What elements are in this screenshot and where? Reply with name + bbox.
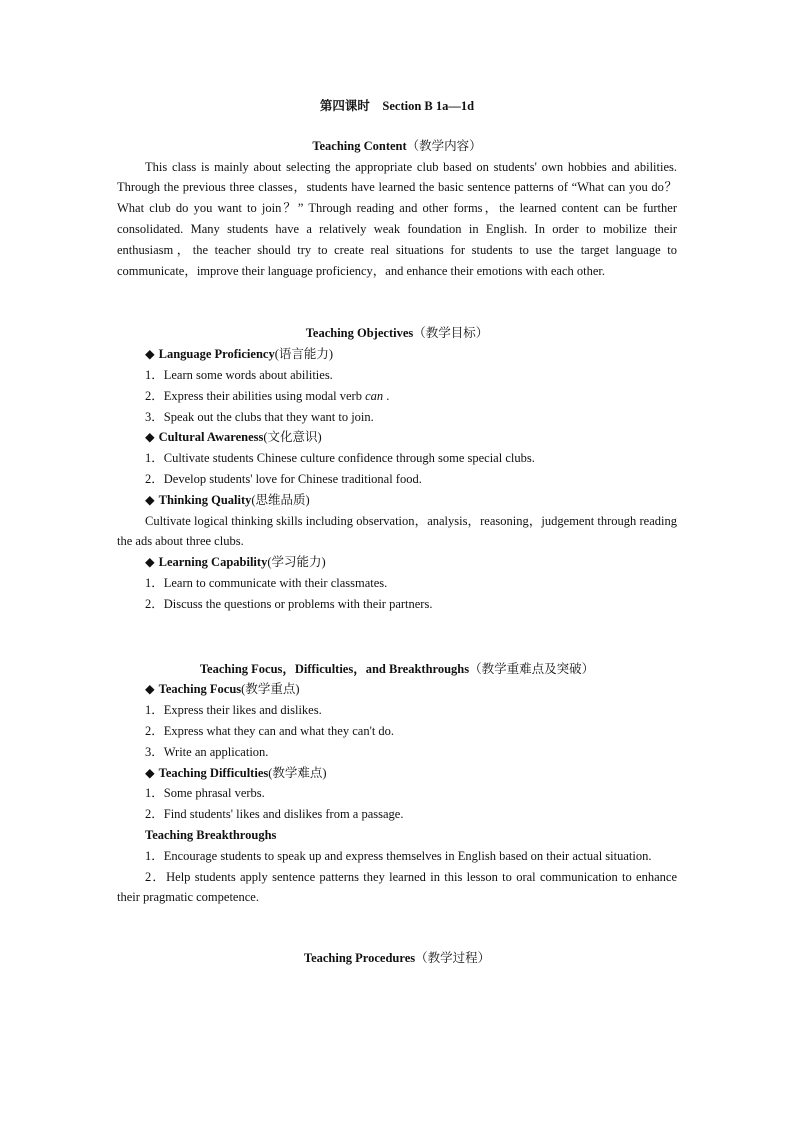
teaching-breakthroughs-title: Teaching Breakthroughs	[145, 827, 277, 842]
content-heading	[117, 136, 677, 157]
focus-title-cn: (教学重点)	[241, 682, 300, 697]
diamond-bullet-icon: ◆	[145, 492, 155, 507]
list-item: 1．Encourage students to speak up and express themselves in English based on their actual situation.	[145, 848, 652, 863]
cultural-title-cn: (文化意识)	[263, 430, 322, 445]
language-title: Language Proficiency	[158, 347, 275, 362]
difficulties-title-cn: (教学难点)	[268, 765, 327, 780]
spacer	[117, 615, 677, 659]
focus-heading-cn: （教学重难点及突破）	[469, 661, 595, 676]
list-item: 2．Help students apply sentence patterns they learned in this lesson to oral communication to enhance their pragmatic competence.	[117, 869, 677, 905]
diamond-bullet-icon: ◆	[145, 765, 155, 780]
focus-heading-en: Teaching Focus，Difficulties，and Breakthroughs	[199, 661, 470, 676]
focus-title: Teaching Focus	[158, 682, 242, 697]
list-item: 1．Learn to communicate with their classmates.	[145, 575, 388, 590]
list-item: 2．Find students' likes and dislikes from a passage.	[145, 807, 404, 822]
content-heading-cn: （教学内容）	[406, 138, 482, 153]
list-item: 1．Cultivate students Chinese culture confidence through some special clubs.	[145, 451, 535, 466]
language-title-cn: (语言能力)	[274, 347, 334, 362]
diamond-bullet-icon: ◆	[145, 347, 155, 362]
diamond-bullet-icon: ◆	[145, 682, 155, 697]
cultural-title: Cultural Awareness	[158, 430, 264, 445]
teaching-focus-title	[117, 679, 677, 700]
list-item: 2．Discuss the questions or problems with their partners.	[145, 596, 433, 611]
diamond-bullet-icon: ◆	[145, 430, 155, 445]
list-item: 1．Learn some words about abilities.	[145, 367, 333, 382]
teaching-difficulties-title	[117, 763, 677, 784]
list-item: 1．Express their likes and dislikes.	[145, 703, 322, 718]
thinking-title: Thinking Quality	[158, 492, 252, 507]
learning-capability-title	[117, 552, 677, 573]
thinking-quality-title	[117, 490, 677, 511]
spacer	[117, 281, 677, 323]
content-heading-en: Teaching Content	[312, 138, 407, 153]
thinking-paragraph: Cultivate logical thinking skills including observation，analysis，reasoning，judgement through reading the ads about three clubs.	[117, 513, 677, 549]
document-page	[117, 96, 677, 969]
list-item: 3．Speak out the clubs that they want to join.	[145, 409, 374, 424]
procedures-heading-cn: （教学过程）	[415, 951, 491, 966]
focus-heading	[117, 659, 677, 680]
list-item: 1．Some phrasal verbs.	[145, 786, 265, 801]
procedures-heading	[117, 948, 677, 969]
thinking-title-cn: (思维品质)	[251, 492, 310, 507]
language-proficiency-title	[117, 344, 677, 365]
lesson-title: 第四课时 Section B 1a—1d	[319, 99, 475, 113]
list-item-text: 2．Express their abilities using modal verb	[145, 388, 366, 403]
diamond-bullet-icon: ◆	[145, 555, 155, 570]
list-item	[117, 386, 677, 407]
content-paragraph: This class is mainly about selecting the appropriate club based on students' own hobbies and abilities. Through the previous three classes，students have learned the basic sentence patterns of “What can you do？What club do you want to join？” Through reading and other forms，the learned content can be further consolidated. Many students have a relatively weak foundation in English. In order to mobilize their enthusiasm，the teacher should try to create real situations for students to use the target language to communicate，improve their language proficiency，and enhance their emotions with each other.	[117, 159, 677, 278]
cultural-awareness-title	[117, 427, 677, 448]
objectives-heading	[117, 323, 677, 344]
list-item: 2．Express what they can and what they can't do.	[145, 723, 395, 738]
learning-title-cn: (学习能力)	[267, 555, 326, 570]
objectives-heading-en: Teaching Objectives	[305, 326, 414, 341]
spacer	[117, 908, 677, 948]
list-item: 2．Develop students' love for Chinese traditional food.	[145, 471, 422, 486]
procedures-heading-en: Teaching Procedures	[303, 951, 416, 966]
list-item: 3．Write an application.	[145, 744, 269, 759]
objectives-heading-cn: （教学目标）	[413, 326, 489, 341]
list-item-tail: .	[383, 388, 390, 403]
modal-verb-can: can	[365, 388, 384, 403]
difficulties-title: Teaching Difficulties	[158, 765, 269, 780]
learning-title: Learning Capability	[158, 555, 268, 570]
